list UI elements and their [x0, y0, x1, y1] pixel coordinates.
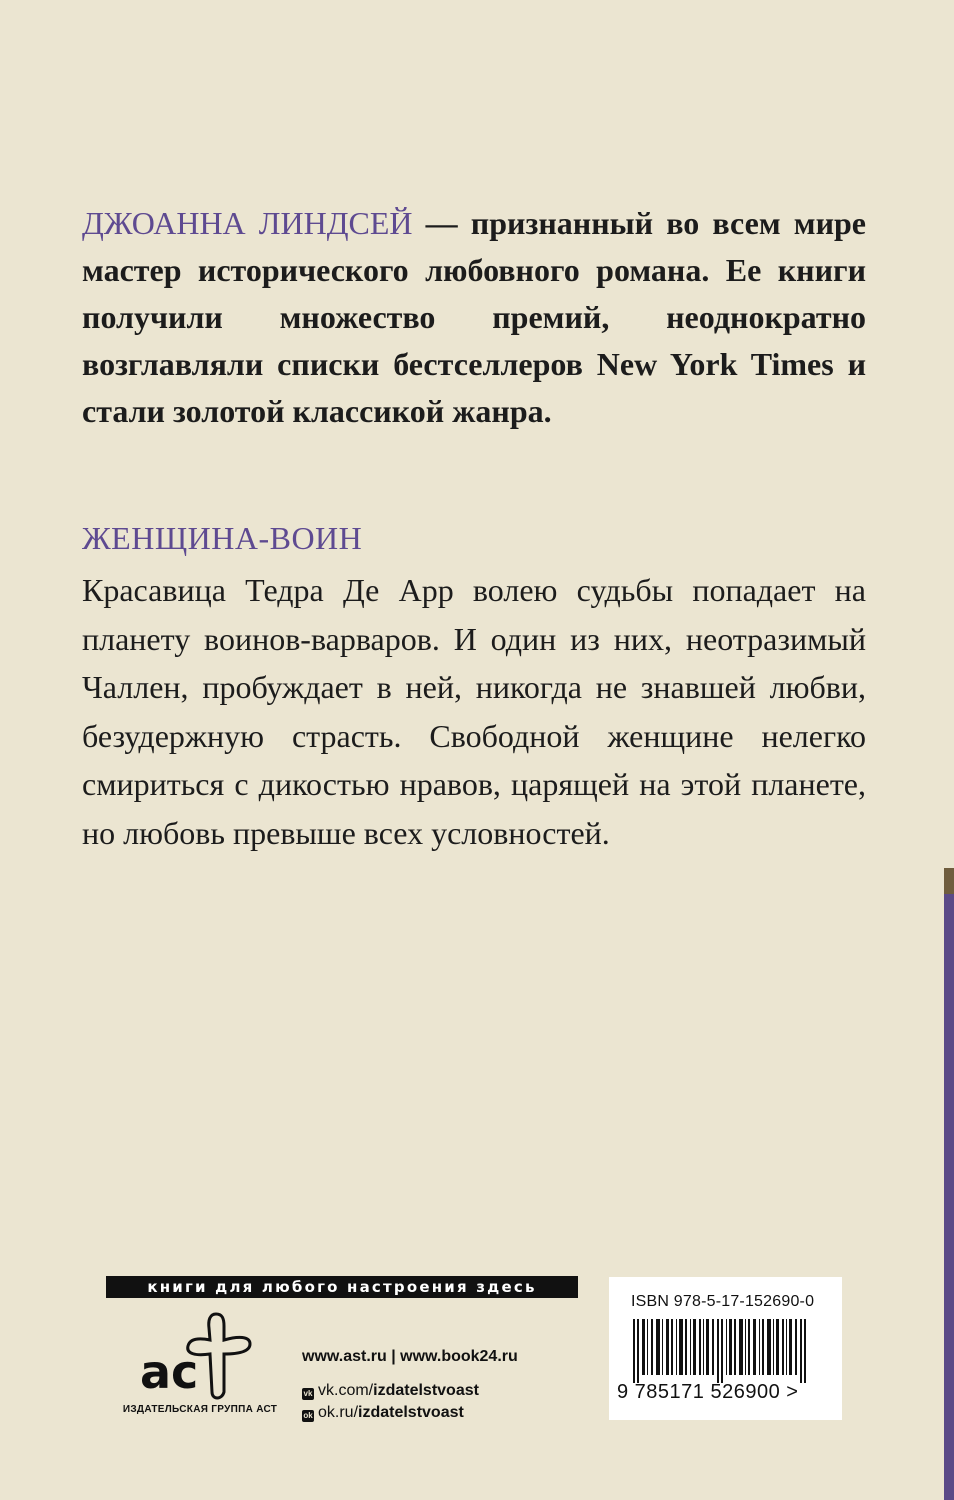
- author-bio-text: — признанный во всем мире мастер исторического любовного романа. Ее книги получили множество премий, неоднократно возглавляли списки бестселлеров New York Times и стали золотой классикой жанра.: [82, 205, 867, 429]
- isbn-label: ISBN 978-5-17-152690-0: [631, 1293, 815, 1310]
- spine-stripe-accent: [944, 868, 954, 894]
- publisher-tagline: книги для любого настроения здесь: [106, 1276, 578, 1298]
- author-name: ДЖОАННА ЛИНДСЕЙ: [82, 205, 413, 241]
- publisher-caption: ИЗДАТЕЛЬСКАЯ ГРУППА АСТ: [122, 1404, 278, 1415]
- vk-handle: izdatelstvoast: [373, 1382, 479, 1399]
- vk-link[interactable]: [302, 1380, 518, 1402]
- isbn-box: [609, 1277, 842, 1420]
- ok-link[interactable]: [302, 1402, 518, 1424]
- book-annotation: Красавица Тедра Де Арр волею судьбы попадает на планету воинов-варваров. И один из них, неотразимый Чаллен, пробуждает в ней, никогда не знавшей любви, безудержную страсть. Свободной женщине нелегко смириться с дикостью нравов, царящей на этой планете, но любовь превыше всех условностей.: [82, 572, 866, 851]
- ok-icon: ok: [303, 1411, 313, 1420]
- ok-prefix: ok.ru/: [318, 1404, 359, 1421]
- ok-handle: izdatelstvoast: [358, 1404, 464, 1421]
- vk-icon: vk: [303, 1389, 313, 1398]
- barcode: [633, 1319, 823, 1383]
- barcode-digits: 9 785171 526900 >: [617, 1381, 799, 1403]
- ast-logo: [118, 1308, 282, 1418]
- spine-stripe: [944, 868, 954, 1500]
- ast-logo-text: ас: [140, 1345, 199, 1399]
- book-title: ЖЕНЩИНА-ВОИН: [82, 520, 363, 556]
- publisher-links: [302, 1346, 518, 1424]
- vk-prefix: vk.com/: [318, 1382, 374, 1399]
- ast-logo-icon: [118, 1308, 282, 1418]
- website-links[interactable]: www.ast.ru | www.book24.ru: [302, 1348, 518, 1365]
- author-bio: [82, 200, 866, 435]
